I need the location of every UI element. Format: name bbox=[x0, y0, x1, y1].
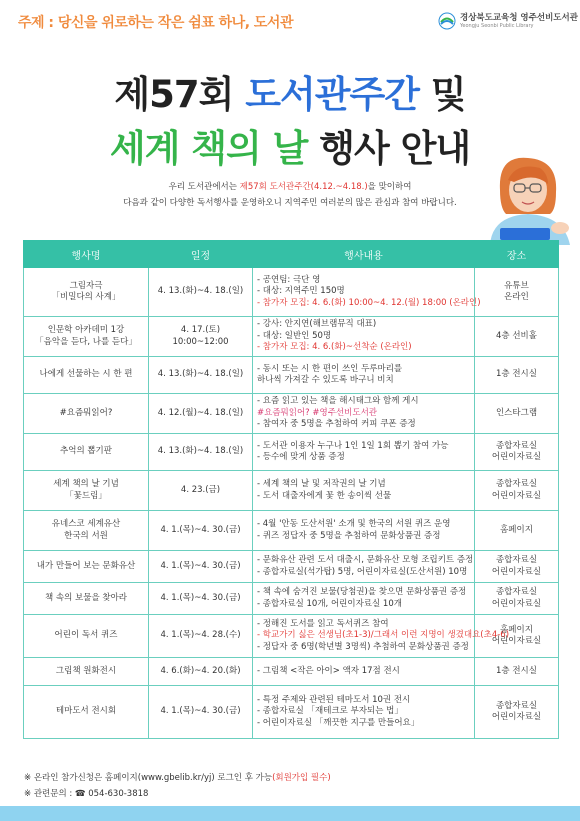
event-place-cell-line: 종합자료실 bbox=[495, 479, 538, 490]
event-place-cell-line: 어린이자료실 bbox=[491, 598, 542, 609]
event-name-cell-line: 유네스코 세계유산 bbox=[51, 519, 121, 530]
event-name-cell bbox=[24, 394, 149, 434]
intro-suffix: 을 맞이하여 bbox=[367, 182, 412, 192]
event-name-cell-line: 「음악을 듣다, 나를 듣다」 bbox=[35, 336, 137, 347]
event-date-cell bbox=[149, 583, 253, 615]
intro-line-1 bbox=[0, 180, 580, 192]
event-detail-cell bbox=[253, 394, 475, 434]
event-name-cell-line: 「꽃드림」 bbox=[65, 490, 107, 501]
event-date-cell bbox=[149, 511, 253, 551]
event-detail-line: - 종합자료실 10개, 어린이자료실 10개 bbox=[257, 598, 402, 609]
event-date-cell bbox=[149, 686, 253, 739]
event-date-cell-line: 4. 1.(목)~4. 30.(금) bbox=[160, 592, 241, 603]
col-header-detail: 행사내용 bbox=[253, 241, 475, 268]
event-date-cell bbox=[149, 317, 253, 357]
event-detail-line: - 참여자 중 5명을 추첨하여 커피 쿠폰 증정 bbox=[257, 419, 416, 430]
event-place-cell-line: 인스타그램 bbox=[495, 407, 538, 418]
event-place-cell-line: 1층 전시실 bbox=[496, 369, 537, 380]
event-place-cell-line: 종합자료실 bbox=[495, 555, 538, 566]
event-detail-line: - 동시 또는 시 한 편이 쓰인 두루마리를 bbox=[257, 363, 403, 374]
title-prefix: 제57회 bbox=[114, 73, 246, 116]
event-place-cell bbox=[475, 394, 559, 434]
event-detail-cell bbox=[253, 471, 475, 511]
event-detail-cell bbox=[253, 434, 475, 471]
events-table bbox=[23, 240, 559, 739]
event-detail-line: - 참가자 모집: 4. 6.(화)~선착순 (온라인) bbox=[257, 342, 412, 353]
title-highlight-bookday: 세계 책의 날 bbox=[109, 127, 308, 170]
event-name-cell-line: #요즘뭐읽어? bbox=[59, 407, 113, 418]
event-place-cell-line: 온라인 bbox=[504, 292, 529, 302]
table-row bbox=[24, 357, 559, 394]
event-date-cell-line: 4. 13.(화)~4. 18.(일) bbox=[157, 446, 244, 457]
event-name-cell bbox=[24, 357, 149, 394]
event-name-cell bbox=[24, 583, 149, 615]
event-date-cell-line: 4. 1.(목)~4. 30.(금) bbox=[160, 524, 241, 535]
title-line-1 bbox=[0, 64, 580, 118]
event-detail-line: - 참가자 모집: 4. 6.(화) 10:00~4. 12.(월) 18:00 (온라인) bbox=[257, 297, 481, 308]
event-date-cell bbox=[149, 394, 253, 434]
event-date-cell-line: 4. 13.(화)~4. 18.(일) bbox=[157, 369, 244, 380]
intro-highlight: 제57회 도서관주간(4.12.~4.18.) bbox=[239, 182, 368, 192]
library-logo-icon bbox=[438, 12, 456, 30]
event-date-cell-line: 4. 17.(토) bbox=[180, 325, 221, 336]
col-header-date: 일정 bbox=[149, 241, 253, 268]
event-date-cell bbox=[149, 615, 253, 658]
event-place-cell bbox=[475, 471, 559, 511]
event-detail-cell bbox=[253, 615, 510, 658]
event-date-cell bbox=[149, 658, 253, 686]
event-detail-line: 하나씩 가져갈 수 있도록 바구니 비치 bbox=[257, 375, 394, 385]
col-header-name: 행사명 bbox=[24, 241, 149, 268]
title-suffix-2: 행사 안내 bbox=[307, 127, 471, 170]
event-place-cell-line: 홈페이지 bbox=[500, 624, 533, 635]
title-suffix: 및 bbox=[418, 73, 466, 116]
event-place-cell-line: 어린이자료실 bbox=[491, 636, 542, 646]
event-date-cell-line: 4. 6.(화)~4. 20.(화) bbox=[160, 665, 241, 676]
intro-line-2: 다음과 같이 다양한 독서행사를 운영하오니 지역주민 여러분의 많은 관심과 참여 바랍니다. bbox=[123, 198, 457, 208]
event-place-cell bbox=[475, 583, 559, 615]
event-name-cell-line: 나에게 선물하는 시 한 편 bbox=[39, 369, 133, 380]
event-name-cell-line: 그림자극 bbox=[69, 280, 103, 291]
event-date-cell-line: 4. 1.(목)~4. 28.(수) bbox=[160, 630, 241, 641]
event-detail-cell bbox=[253, 583, 475, 615]
event-place-cell bbox=[475, 686, 559, 739]
event-detail-line: - 정답자 중 6명(학년별 3명씩) 추첨하여 문화상품권 증정 bbox=[257, 641, 469, 652]
bottom-band bbox=[0, 806, 580, 821]
event-date-cell-line: 4. 1.(목)~4. 30.(금) bbox=[160, 706, 241, 717]
event-date-cell-line: 4. 23.(금) bbox=[180, 484, 221, 495]
event-detail-line: - 요즘 읽고 있는 책을 해시태그와 함께 게시 bbox=[257, 396, 419, 407]
event-name-cell bbox=[24, 686, 149, 739]
event-date-cell-line: 4. 1.(목)~4. 30.(금) bbox=[160, 560, 241, 571]
event-place-cell-line: 4층 선비홀 bbox=[496, 330, 537, 341]
event-name-cell bbox=[24, 471, 149, 511]
event-detail-cell bbox=[253, 511, 475, 551]
event-place-cell-line: 어린이자료실 bbox=[491, 712, 542, 722]
event-detail-cell bbox=[253, 268, 481, 317]
event-detail-line: - 그림책 <작은 아이> 액자 17점 전시 bbox=[257, 665, 400, 676]
event-place-cell-line: 종합자료실 bbox=[495, 440, 538, 451]
event-place-cell-line: 1층 전시실 bbox=[496, 665, 537, 676]
footer-note-online bbox=[24, 771, 331, 783]
event-date-cell-line: 4. 12.(월)~4. 18.(일) bbox=[157, 407, 244, 418]
table-row bbox=[24, 551, 559, 583]
event-place-cell-line: 어린이자료실 bbox=[491, 490, 542, 501]
event-detail-cell bbox=[253, 551, 475, 583]
event-detail-line: - 퀴즈 정답자 중 5명을 추첨하여 문화상품권 증정 bbox=[257, 530, 441, 541]
event-detail-line: - 강사: 안지연(해브램뮤직 대표) bbox=[257, 319, 377, 330]
col-header-place: 장소 bbox=[475, 241, 559, 268]
event-place-cell bbox=[475, 511, 559, 551]
table-row bbox=[24, 686, 559, 739]
event-name-cell bbox=[24, 317, 149, 357]
intro-prefix: 우리 도서관에서는 bbox=[168, 182, 240, 192]
org-sub: Yeongju Seonbi Public Library bbox=[460, 23, 534, 29]
event-detail-cell bbox=[253, 317, 475, 357]
event-name-cell-line: 세계 책의 날 기념 bbox=[53, 479, 119, 490]
event-place-cell bbox=[475, 268, 559, 317]
top-bar bbox=[10, 8, 578, 36]
event-place-cell-line: 어린이자료실 bbox=[491, 566, 542, 577]
event-detail-line: - 4월 '안동 도산서원' 소개 및 한국의 서원 퀴즈 운영 bbox=[257, 519, 451, 530]
event-place-cell bbox=[475, 357, 559, 394]
org-name: 경상북도교육청 영주선비도서관 bbox=[460, 13, 578, 23]
event-detail-line: - 대상: 지역주민 150명 bbox=[257, 286, 345, 297]
event-place-cell-line: 종합자료실 bbox=[495, 587, 538, 598]
event-name-cell bbox=[24, 268, 149, 317]
table-row bbox=[24, 511, 559, 551]
event-date-cell-line: 4. 13.(화)~4. 18.(일) bbox=[157, 286, 244, 297]
event-name-cell bbox=[24, 511, 149, 551]
table-row bbox=[24, 615, 559, 658]
event-detail-line: - 도서관 이용자 누구나 1인 1일 1회 뽑기 참여 가능 bbox=[257, 440, 449, 451]
event-date-cell bbox=[149, 357, 253, 394]
event-name-cell bbox=[24, 434, 149, 471]
event-date-cell bbox=[149, 471, 253, 511]
event-place-cell bbox=[475, 317, 559, 357]
event-date-cell bbox=[149, 434, 253, 471]
event-date-cell-line: 10:00~12:00 bbox=[172, 336, 229, 347]
footer-note-online-text: ※ 온라인 참가신청은 홈페이지(www.gbelib.kr/yj) 로그인 후 가능 bbox=[24, 773, 273, 783]
event-detail-line: - 세계 책의 날 및 저작권의 날 기념 bbox=[257, 479, 386, 490]
table-row bbox=[24, 658, 559, 686]
table-row bbox=[24, 471, 559, 511]
table-row bbox=[24, 394, 559, 434]
event-place-cell-line: 어린이자료실 bbox=[491, 452, 542, 462]
footer-note-contact: ※ 관련문의 : ☎ 054-630-3818 bbox=[24, 789, 149, 799]
event-date-cell bbox=[149, 268, 253, 317]
event-detail-line: - 공연팀: 극단 영 bbox=[257, 274, 321, 285]
table-header-row bbox=[24, 241, 559, 268]
event-detail-line: - 종합자료실 「재테크로 부자되는 법」 bbox=[257, 706, 403, 717]
table-row bbox=[24, 583, 559, 615]
event-place-cell-line: 유튜브 bbox=[504, 280, 529, 291]
event-name-cell bbox=[24, 551, 149, 583]
topic-text: 주제 : 당신을 위로하는 작은 쉼표 하나, 도서관 bbox=[18, 15, 293, 31]
table-row bbox=[24, 268, 559, 317]
event-detail-line: - 정해진 도서를 읽고 독서퀴즈 참여 bbox=[257, 618, 389, 629]
event-detail-cell bbox=[253, 357, 475, 394]
event-detail-line: - 종합자료실(석가탑) 5명, 어린이자료실(도산서원) 10명 bbox=[257, 566, 468, 577]
table-row bbox=[24, 317, 559, 357]
event-detail-line: - 등수에 맞게 상품 증정 bbox=[257, 452, 345, 462]
event-name-cell-line: 그림책 원화전시 bbox=[55, 665, 117, 676]
event-name-cell-line: 「비밀다의 사계」 bbox=[51, 292, 121, 302]
event-detail-cell bbox=[253, 686, 475, 739]
event-place-cell bbox=[475, 551, 559, 583]
event-detail-line: - 문화유산 관련 도서 대출시, 문화유산 모형 조립키트 증정 bbox=[257, 555, 474, 566]
event-detail-cell bbox=[253, 658, 475, 686]
footer-note-highlight: (회원가입 필수) bbox=[272, 773, 331, 783]
event-detail-line: - 도서 대출자에게 꽃 한 송이씩 선물 bbox=[257, 490, 392, 501]
event-name-cell-line: 한국의 서원 bbox=[64, 530, 108, 541]
event-place-cell bbox=[475, 658, 559, 686]
event-name-cell-line: 내가 만들어 보는 문화유산 bbox=[36, 560, 136, 571]
event-name-cell-line: 인문학 아카데미 1강 bbox=[47, 325, 125, 336]
event-detail-line: #요즘뭐읽어? #영주선비도서관 bbox=[257, 407, 377, 418]
event-detail-line: - 학교가기 싫은 선생님(초1-3)/그래서 이런 지명이 생겼대요(초4-6) bbox=[257, 630, 510, 641]
event-detail-line: - 책 속에 숨겨진 보물(당첨권)을 찾으면 문화상품권 증정 bbox=[257, 587, 467, 598]
event-place-cell-line: 홈페이지 bbox=[500, 524, 533, 535]
event-detail-line: - 어린이자료실 「깨끗한 지구를 만들어요」 bbox=[257, 717, 420, 728]
event-name-cell-line: 어린이 독서 퀴즈 bbox=[54, 630, 118, 641]
event-name-cell-line: 추억의 뽑기판 bbox=[60, 446, 112, 457]
event-date-cell bbox=[149, 551, 253, 583]
event-name-cell-line: 책 속의 보물을 찾아라 bbox=[44, 592, 127, 603]
event-place-cell-line: 종합자료실 bbox=[495, 700, 538, 711]
table-row bbox=[24, 434, 559, 471]
event-name-cell-line: 테마도서 전시회 bbox=[55, 706, 117, 717]
event-detail-line: - 대상: 일반인 50명 bbox=[257, 330, 332, 341]
title-highlight-week: 도서관주간 bbox=[245, 73, 419, 116]
event-detail-line: - 특정 주제와 관련된 테마도서 10권 전시 bbox=[257, 694, 411, 705]
event-place-cell bbox=[475, 434, 559, 471]
event-name-cell bbox=[24, 658, 149, 686]
event-name-cell bbox=[24, 615, 149, 658]
org-branding bbox=[438, 10, 578, 34]
